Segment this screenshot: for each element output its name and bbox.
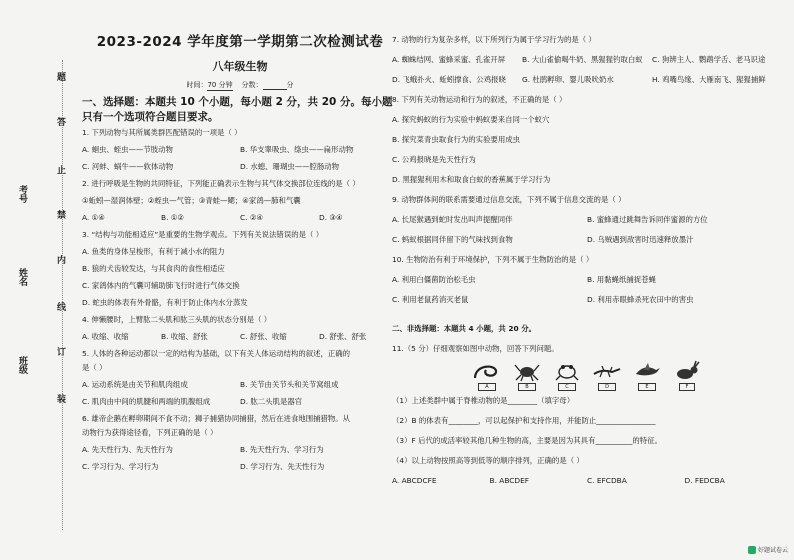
- field-name: 姓名: [17, 268, 27, 286]
- animal-label: D: [598, 383, 616, 391]
- time-label: 时间：: [186, 81, 208, 89]
- option-row: [392, 74, 782, 85]
- time-score-line: [82, 80, 398, 91]
- time-value: 70 分钟: [207, 81, 233, 89]
- option-row: [392, 475, 782, 486]
- option-row: [82, 331, 398, 342]
- option: D. 学习行为、先天性行为: [240, 462, 325, 471]
- binding-char: 线: [57, 303, 67, 313]
- binding-char: 答: [57, 118, 67, 128]
- option: B. 收缩、舒张: [161, 332, 208, 341]
- animal-label: E: [638, 383, 655, 391]
- option: C. 公鸡报晓是先天性行为: [392, 155, 476, 164]
- crab-icon: [512, 360, 542, 382]
- option: D. 黑猩猩利用木和取食白蚁的香蕉属于学习行为: [392, 175, 551, 184]
- field-exam-number: 考号: [17, 185, 27, 203]
- frog-icon: [552, 360, 582, 382]
- earthworm-icon: [472, 360, 502, 382]
- question-stem: 6. 雄帝企鹅在孵卵期间不食不动；狮子捕猎协同捕猎，然后在进食地围捕猎物。从: [82, 414, 351, 423]
- animal-label: B: [518, 383, 535, 391]
- option-row: [82, 396, 398, 407]
- option: A. 运动系统是由关节和肌肉组成: [82, 380, 188, 389]
- option-row: [392, 214, 782, 225]
- option: D. ③④: [319, 213, 343, 222]
- animal-figure: [392, 360, 782, 391]
- sub-question: （3）F 后代的成活率较其他几种生物的高，主要是因为其具有__________的特征。: [392, 436, 662, 445]
- left-column: [82, 30, 398, 472]
- option: B. 用黏蝇纸捕捉苍蝇: [587, 275, 656, 284]
- watermark-text: 好题试卷云: [757, 547, 788, 554]
- sub-question: （2）B 的体表有________，可以起保护和支持作用，并能防止________________: [392, 416, 656, 425]
- option-row: [82, 444, 398, 455]
- sub-question: （1）上述类群中属于脊椎动物的是________（填字母）: [392, 396, 575, 405]
- animal-e: [632, 360, 662, 391]
- bird-icon: [632, 360, 662, 382]
- question-stem: 3. “结构与功能相适应”是重要的生物学观点。下列有关说法错误的是（ ）: [82, 230, 324, 239]
- animal-label: A: [478, 383, 495, 391]
- option-row: [82, 461, 398, 472]
- question-stem: 5. 人体的各种运动都以一定的结构为基础，以下有关人体运动结构的叙述，正确的: [82, 349, 351, 358]
- animal-a: [472, 360, 502, 391]
- option: D. 蛇虫的体表有外骨骼，有利于防止体内水分蒸发: [82, 298, 248, 307]
- question-stem: 4. 伸懒腰时，上臂肱二头肌和肱三头肌的状态分别是（ ）: [82, 315, 272, 324]
- option: A. ①④: [82, 213, 105, 222]
- section2-heading: 二、非选择题：本题共 4 小题，共 20 分。: [392, 324, 536, 333]
- option: B. 华支睾吸虫、绦虫——扁形动物: [240, 145, 354, 154]
- animal-b: [512, 360, 542, 391]
- option: C. 家鸽体内的气囊可辅助肺飞行时进行气体交换: [82, 281, 240, 290]
- option: H. 鸡嘴鸟缘、大雁南飞、猩猩捕鲜: [652, 75, 766, 84]
- question-stem: 9. 动物群体间的联系需要通过信息交流，下列不属于信息交流的是（ ）: [392, 195, 626, 204]
- question-stem: 1. 下列动物与其所属类群匹配错误的一项是（ ）: [82, 128, 242, 137]
- option: A. 长尾猴遇到蛇时发出叫声提醒同伴: [392, 215, 513, 224]
- option: C. EFCDBA: [587, 476, 627, 485]
- option: G. 杜鹃孵卵、婴儿吸吮奶水: [522, 75, 614, 84]
- option: A. 探究蚂蚁的行为实验中蚂蚁要来自同一个蚁穴: [392, 115, 550, 124]
- option: C. 利用老鼠药消灭老鼠: [392, 295, 469, 304]
- option: B. 蜜蜂通过跳舞告诉同伴蜜源的方位: [587, 215, 708, 224]
- animal-f: [672, 360, 702, 391]
- question-stem: 8. 下列有关动物运动和行为的叙述，不正确的是（ ）: [392, 95, 567, 104]
- option: D. FEDCBA: [684, 476, 725, 485]
- binding-char: 止: [57, 166, 67, 176]
- option: D. 肱二头肌是器官: [240, 397, 303, 406]
- animal-label: C: [558, 383, 576, 391]
- score-blank: [263, 81, 287, 90]
- option-row: [392, 54, 782, 65]
- option: A. ABCDCFE: [392, 476, 437, 485]
- score-unit: 分: [286, 81, 294, 89]
- watermark: [748, 545, 788, 554]
- rabbit-icon: [672, 360, 702, 382]
- option: A. 蜘蛛结网、蜜蜂采蜜、孔雀开屏: [392, 55, 506, 64]
- question-stem: 是（ ）: [82, 363, 107, 372]
- binding-char: 禁: [57, 211, 67, 221]
- option-row: [392, 294, 782, 305]
- watermark-logo-icon: [748, 546, 756, 554]
- lizard-icon: [592, 360, 622, 382]
- option: B. ABCDEF: [489, 476, 530, 485]
- option: D. 舒张、舒张: [319, 332, 367, 341]
- option: B. 先天性行为、学习行为: [240, 445, 324, 454]
- option: B. 关节由关节头和关节窝组成: [240, 380, 339, 389]
- option: A. 蛔虫、蛭虫——节肢动物: [82, 145, 173, 154]
- field-class: 班级: [17, 356, 27, 374]
- option: A. 先天性行为、先天性行为: [82, 445, 173, 454]
- option: A. 鱼类的身体呈梭形，有利于减小水的阻力: [82, 247, 225, 256]
- option: B. 狼的犬齿较发达，与其食肉的食性相适应: [82, 264, 225, 273]
- option-row: [82, 379, 398, 390]
- animal-c: [552, 360, 582, 391]
- page-subtitle: 八年级生物: [212, 60, 268, 73]
- option: C. 舒张、收缩: [240, 332, 287, 341]
- binding-char: 内: [57, 256, 67, 266]
- animal-d: [592, 360, 622, 391]
- binding-char: 订: [57, 348, 67, 358]
- option-row: [392, 234, 782, 245]
- option: D. 利用赤眼蜂杀死农田中的害虫: [587, 295, 694, 304]
- option: B. 大山雀偷喝牛奶、黑猩猩钓取白蚁: [522, 55, 643, 64]
- option: C. 学习行为、学习行为: [82, 462, 159, 471]
- binding-line: [62, 60, 63, 530]
- binding-char: 题: [57, 73, 67, 83]
- option: B. 探究菜青虫取食行为的实验要用成虫: [392, 135, 521, 144]
- option: B. ①②: [161, 213, 185, 222]
- question-stem: 2. 进行呼吸是生物的共同特征，下列能正确表示生物与其气体交换部位连线的是（ ）: [82, 179, 360, 188]
- binding-char: 装: [57, 395, 67, 405]
- option: A. 利用白僵菌防治松毛虫: [392, 275, 476, 284]
- option: D. 飞蛾扑火、蚯蚓撑食、公鸡报晓: [392, 75, 506, 84]
- question-stem: 10. 生物防治有利于环境保护，下列不属于生物防治的是（ ）: [392, 255, 594, 264]
- option: ①蚯蚓—湿润体壁；②蛭虫—气管；③青蛙—鳃；④家鸽—肺和气囊: [82, 196, 301, 205]
- animal-label: F: [679, 383, 696, 391]
- score-label: 分数：: [241, 81, 263, 89]
- option: D. 水螅、珊瑚虫——腔肠动物: [240, 162, 340, 171]
- section1-heading: 一、选择题：本题共 10 个小题，每小题 2 分，共 20 分。每小题只有一个选项符合题目要求。: [82, 96, 393, 123]
- option-row: [392, 274, 782, 285]
- option: C. 蚂蚁根据同伴留下的气味找到食物: [392, 235, 513, 244]
- question-stem: 11.（5 分）仔细观察如图中动物，回答下列问题。: [392, 344, 559, 353]
- option-row: [82, 212, 398, 223]
- option: C. 肌肉由中间的肌腱和两端的肌腹组成: [82, 397, 211, 406]
- option-row: [82, 144, 398, 155]
- sub-question: （4）以上动物按照高等到低等的顺序排列，正确的是（ ）: [392, 456, 584, 465]
- option: A. 收缩、收缩: [82, 332, 129, 341]
- right-column: [392, 34, 782, 486]
- question-stem: 动物行为获得途径看，下列正确的是（ ）: [82, 428, 218, 437]
- option-row: [82, 161, 398, 172]
- option: C. 河蚌、蜗牛——软体动物: [82, 162, 174, 171]
- option: C. 狗辨主人、鹦鹉学舌、老马识途: [652, 55, 766, 64]
- option: C. ②④: [240, 213, 264, 222]
- option: D. 乌贼遇到敌害时迅速释放墨汁: [587, 235, 694, 244]
- page-title: 2023-2024 学年度第一学期第二次检测试卷: [96, 34, 384, 50]
- question-stem: 7. 动物的行为复杂多样，以下所列行为属于学习行为的是（ ）: [392, 35, 596, 44]
